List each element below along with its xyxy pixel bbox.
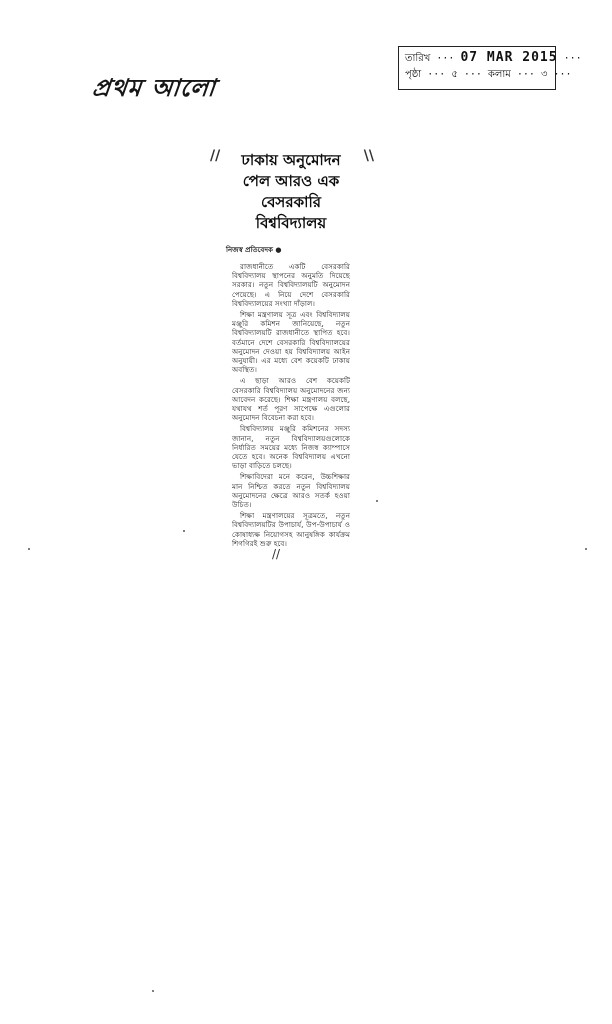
article-end-mark: //: [272, 547, 281, 562]
stamp-page-row: পৃষ্ঠা ··· ৫ ··· কলাম ··· ৩ ···: [405, 69, 572, 80]
headline-line: বেসরকারি: [261, 193, 321, 211]
scan-speck: [183, 530, 185, 532]
scan-speck: [28, 548, 30, 550]
article-paragraph: শিক্ষা মন্ত্রণালয়ের সূত্রমতে, নতুন বিশ্ববিদ্যালয়টির উপাচার্য, উপ-উপাচার্য ও কোষাধ্যক্ষ নিয়োগসহ আনুষঙ্গিক কার্যক্রম শিগগিরই শুরু হবে।: [232, 511, 350, 548]
stamp-column-value: ৩: [540, 69, 548, 80]
article-headline: [210, 148, 374, 234]
article-paragraph: বিশ্ববিদ্যালয় মঞ্জুরি কমিশনের সদস্য জানান, নতুন বিশ্ববিদ্যালয়গুলোকে নির্ধারিত সময়ের মধ্যে নিজস্ব ক্যাম্পাসে যেতে হবে। অনেক বিশ্ববিদ্যালয় এখনো ভাড়া বাড়িতে চলছে।: [232, 424, 350, 471]
news-clipping: [210, 148, 374, 562]
article-paragraph: এ ছাড়া আরও বেশ কয়েকটি বেসরকারি বিশ্ববিদ্যালয় অনুমোদনের জন্য আবেদন করেছে। শিক্ষা মন্ত্রণালয় বলছে, যথাযথ শর্ত পূরণ সাপেক্ষে এগুলোর অনুমোদন বিবেচনা করা হবে।: [232, 376, 350, 423]
stamp-page-value: ৫: [451, 69, 458, 80]
headline-line: পেল আরও এক: [242, 172, 340, 190]
article-byline: নিজস্ব প্রতিবেদক ●: [226, 246, 282, 254]
article-paragraph: রাজধানীতে একটি বেসরকারি বিশ্ববিদ্যালয় স্থাপনের অনুমতি দিয়েছে সরকার। নতুন বিশ্ববিদ্যালয়টি অনুমোদন পেয়েছে। এ নিয়ে দেশে বেসরকারি বিশ্ববিদ্যালয়ের সংখ্যা দাঁড়াল।: [232, 262, 350, 308]
headline-line: ঢাকায় অনুমোদন: [241, 151, 341, 169]
stamp-page-label: পৃষ্ঠা: [405, 69, 422, 80]
stamp-column-label: কলাম: [487, 69, 511, 80]
clip-corner-left-icon: //: [210, 148, 221, 164]
stamp-date-label: তারিখ: [405, 53, 431, 64]
headline-line: বিশ্ববিদ্যালয়: [255, 214, 327, 232]
clip-corner-right-icon: \\: [363, 148, 374, 164]
scan-speck: [152, 990, 154, 992]
archive-date-stamp: [398, 46, 582, 90]
article-body: [232, 262, 350, 562]
newspaper-masthead: প্রথম আলো: [90, 73, 218, 102]
article-paragraph: শিক্ষা মন্ত্রণালয় সূত্র এবং বিশ্ববিদ্যালয় মঞ্জুরি কমিশন জানিয়েছে, নতুন বিশ্ববিদ্যালয়টি রাজধানীতে স্থাপিত হবে। বর্তমানে দেশে বেসরকারি বিশ্ববিদ্যালয়ের অনুমোদন দেওয়া হয় বিশ্ববিদ্যালয় আইন অনুযায়ী। এর মধ্যে বেশ কয়েকটি ঢাকায় অবস্থিত।: [232, 310, 350, 375]
stamp-date-row: তারিখ ··· 07 MAR 2015 ···: [405, 50, 582, 65]
article-paragraph: শিক্ষাবিদেরা মনে করেন, উচ্চশিক্ষার মান নিশ্চিত করতে নতুন বিশ্ববিদ্যালয় অনুমোদনের ক্ষেত্রে আরও সতর্ক হওয়া উচিত।: [232, 472, 350, 510]
scan-speck: [376, 500, 378, 502]
stamp-date-value: 07 MAR 2015: [460, 50, 558, 65]
scan-speck: [585, 548, 587, 550]
